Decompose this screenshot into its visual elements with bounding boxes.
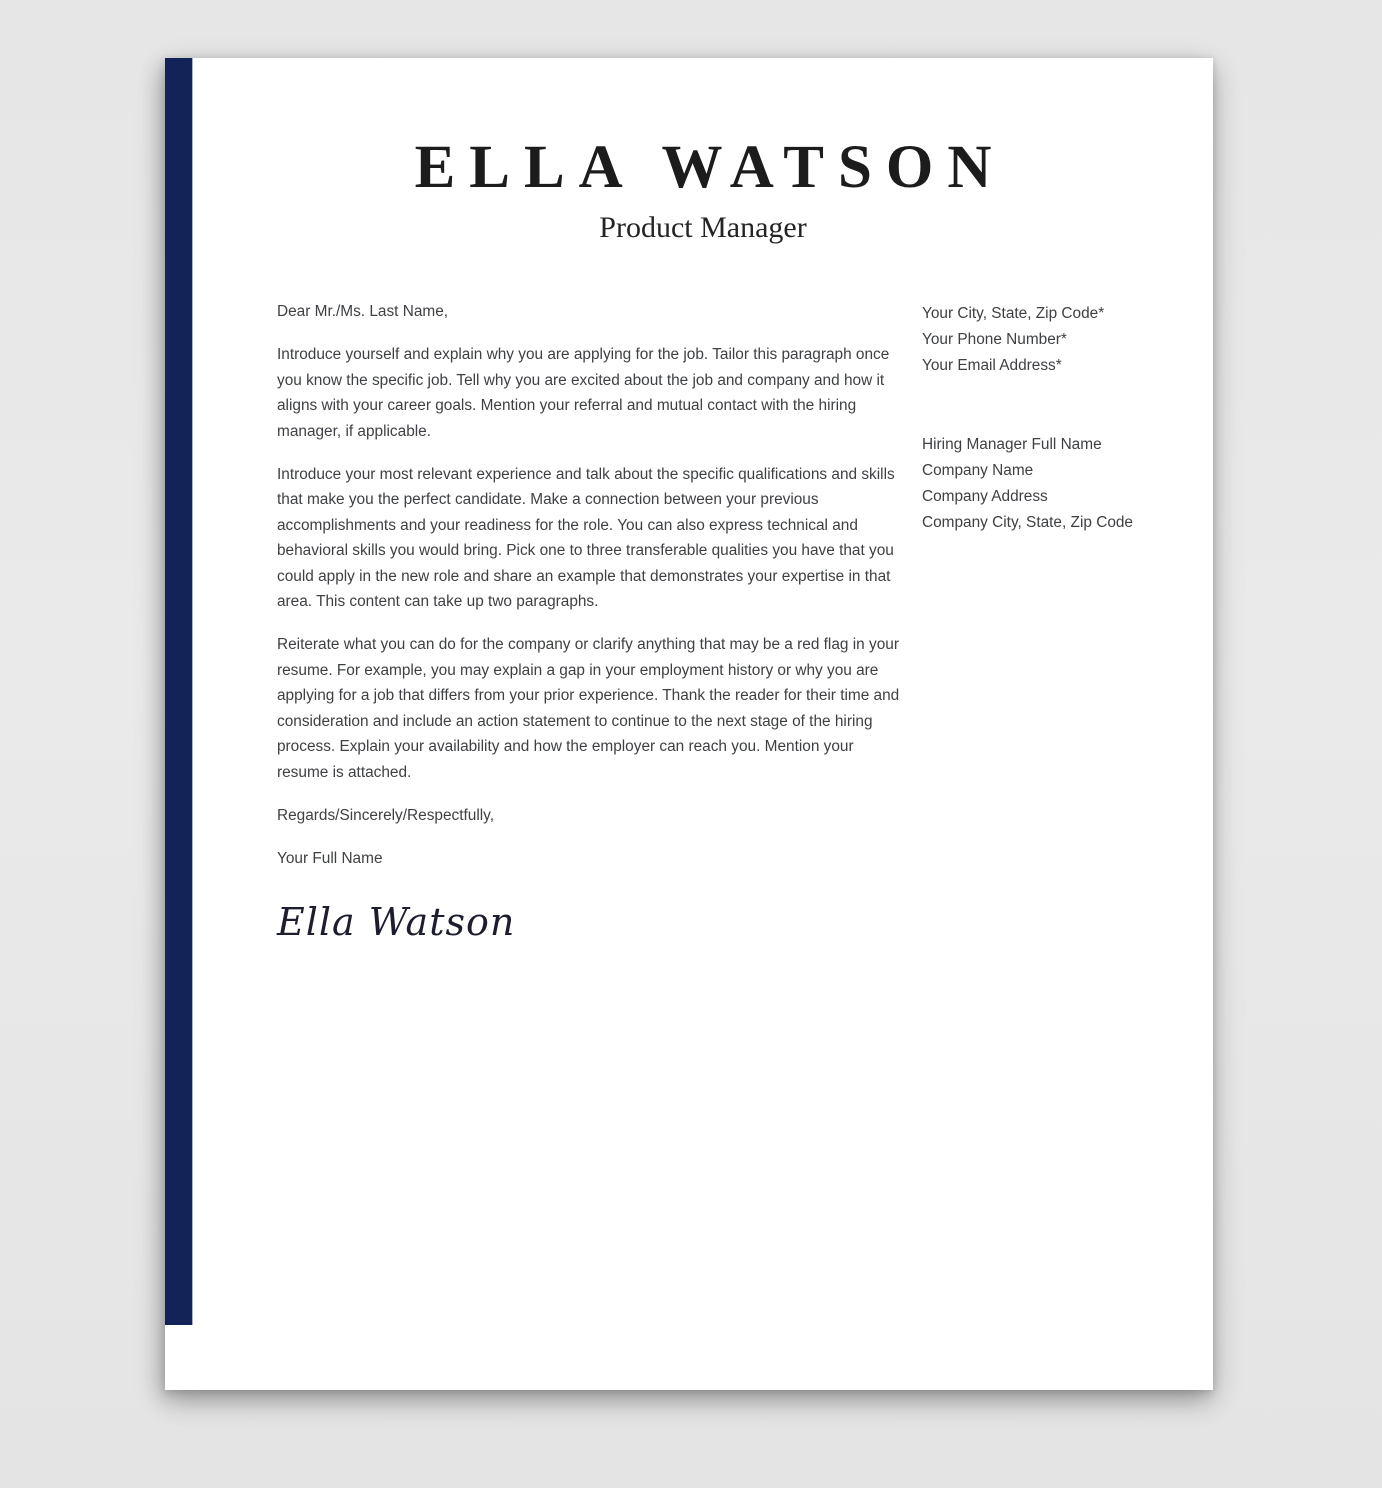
- contact-line: Your City, State, Zip Code*: [922, 305, 1105, 322]
- applicant-name: ELLA WATSON: [414, 134, 1006, 201]
- recipient-line: Company City, State, Zip Code: [922, 514, 1133, 531]
- recipient-line: Company Name: [922, 462, 1034, 479]
- contact-line: Your Phone Number*: [922, 331, 1067, 348]
- sender-name-placeholder: Your Full Name: [277, 850, 383, 868]
- salutation: Dear Mr./Ms. Last Name,: [277, 303, 449, 320]
- recipient-block: [922, 432, 1192, 536]
- body-paragraph: Introduce yourself and explain why you are applying for the job. Tailor this paragraph once you know the specific job. Tell why you are excited about the job and company and how it aligns with your career goals. Mention your referral and mutual contact with the hiring manager, if applicable.: [277, 346, 890, 440]
- contact-line: Your Email Address*: [922, 357, 1062, 374]
- applicant-title: Product Manager: [599, 211, 807, 245]
- signature: Ella Watson: [277, 899, 516, 944]
- accent-bar: [165, 58, 193, 1325]
- contact-block: [922, 301, 1192, 379]
- body-paragraph: Reiterate what you can do for the company or clarify anything that may be a red flag in your resume. For example, you may explain a gap in your employment history or why you are applying for a job that differs from your prior experience. Thank the reader for their time and consideration and include an action statement to continue to the next stage of the hiring process. Explain your availability and how the employer can reach you. Mention your resume is attached.: [277, 636, 900, 781]
- letter-sidebar: [922, 301, 1192, 536]
- body-paragraph: Introduce your most relevant experience and talk about the specific qualifications and skills that make you the perfect candidate. Make a connection between your previous accomplishments and your readiness for the role. You can also express technical and behavioral skills you would bring. Pick one to three transferable qualities you have that you could apply in the new role and share an example that demonstrates your expertise in that area. This content can take up two paragraphs.: [277, 466, 895, 611]
- letter-header: [193, 134, 1213, 246]
- letter-body: [277, 299, 907, 945]
- recipient-line: Hiring Manager Full Name: [922, 436, 1102, 453]
- cover-letter-page: [165, 58, 1213, 1390]
- closing-line: Regards/Sincerely/Respectfully,: [277, 806, 494, 824]
- recipient-line: Company Address: [922, 488, 1048, 505]
